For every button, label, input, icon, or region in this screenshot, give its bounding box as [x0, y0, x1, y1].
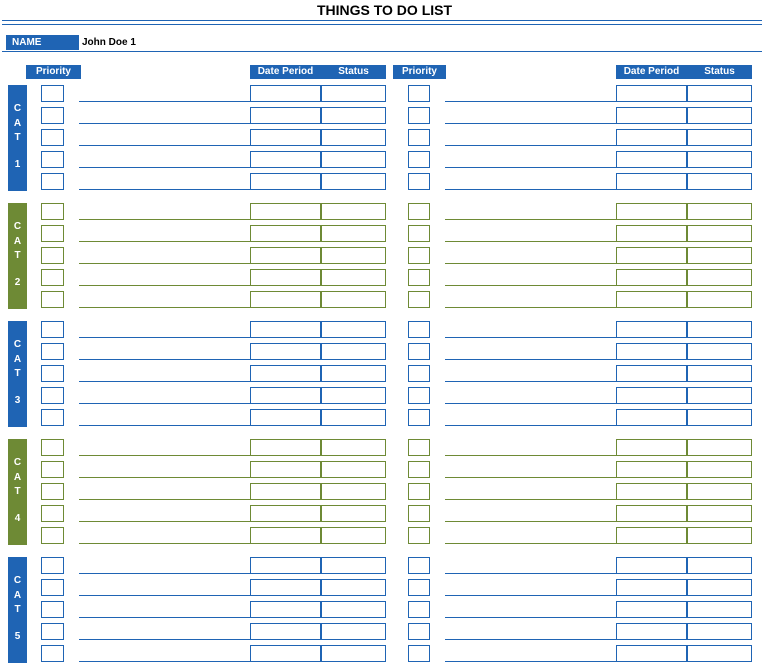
priority-checkbox[interactable]	[408, 225, 430, 242]
task-input-line[interactable]	[445, 263, 616, 264]
task-input-line[interactable]	[445, 189, 616, 190]
date-period-cell[interactable]	[250, 321, 321, 338]
header-priority-right: Priority	[393, 65, 446, 79]
header-date-period-left: Date Period	[250, 65, 321, 79]
status-cell[interactable]	[321, 387, 386, 404]
task-input-line[interactable]	[445, 661, 616, 662]
priority-checkbox[interactable]	[41, 483, 64, 500]
priority-checkbox[interactable]	[41, 365, 64, 382]
priority-checkbox[interactable]	[41, 557, 64, 574]
status-cell[interactable]	[687, 85, 752, 102]
category-letter: A	[13, 236, 22, 247]
status-cell[interactable]	[687, 173, 752, 190]
category-bar-5	[8, 557, 27, 663]
category-letter: T	[14, 132, 21, 143]
date-period-cell[interactable]	[250, 129, 321, 146]
priority-checkbox[interactable]	[41, 225, 64, 242]
status-cell[interactable]	[687, 527, 752, 544]
title-rule-bottom	[2, 24, 762, 25]
task-input-line[interactable]	[445, 359, 616, 360]
task-input-line[interactable]	[79, 499, 250, 500]
task-input-line[interactable]	[445, 145, 616, 146]
status-cell[interactable]	[321, 203, 386, 220]
date-period-cell[interactable]	[616, 107, 687, 124]
date-period-cell[interactable]	[250, 557, 321, 574]
priority-checkbox[interactable]	[41, 645, 64, 662]
priority-checkbox[interactable]	[41, 623, 64, 640]
category-bar-4	[8, 439, 27, 545]
date-period-cell[interactable]	[250, 461, 321, 478]
header-priority-left: Priority	[26, 65, 81, 79]
status-cell[interactable]	[687, 409, 752, 426]
priority-checkbox[interactable]	[408, 505, 430, 522]
task-input-line[interactable]	[79, 189, 250, 190]
date-period-cell[interactable]	[616, 645, 687, 662]
date-period-cell[interactable]	[250, 623, 321, 640]
status-cell[interactable]	[687, 321, 752, 338]
category-number: 4	[14, 513, 21, 524]
task-input-line[interactable]	[445, 219, 616, 220]
category-letter: A	[13, 354, 22, 365]
status-cell[interactable]	[321, 291, 386, 308]
category-letter: A	[13, 118, 22, 129]
status-cell[interactable]	[321, 579, 386, 596]
task-input-line[interactable]	[79, 145, 250, 146]
status-cell[interactable]	[687, 601, 752, 618]
status-cell[interactable]	[687, 129, 752, 146]
date-period-cell[interactable]	[616, 461, 687, 478]
status-cell[interactable]	[321, 173, 386, 190]
priority-checkbox[interactable]	[408, 601, 430, 618]
status-cell[interactable]	[321, 557, 386, 574]
priority-checkbox[interactable]	[41, 151, 64, 168]
status-cell[interactable]	[321, 365, 386, 382]
date-period-cell[interactable]	[250, 247, 321, 264]
priority-checkbox[interactable]	[408, 85, 430, 102]
status-cell[interactable]	[687, 343, 752, 360]
task-input-line[interactable]	[445, 123, 616, 124]
date-period-cell[interactable]	[616, 343, 687, 360]
date-period-cell[interactable]	[616, 321, 687, 338]
status-cell[interactable]	[687, 203, 752, 220]
category-letter: T	[14, 486, 21, 497]
task-input-line[interactable]	[79, 455, 250, 456]
category-letter: C	[13, 221, 22, 232]
name-rule	[2, 51, 762, 52]
date-period-cell[interactable]	[250, 365, 321, 382]
priority-checkbox[interactable]	[408, 343, 430, 360]
task-input-line[interactable]	[79, 543, 250, 544]
priority-checkbox[interactable]	[408, 483, 430, 500]
date-period-cell[interactable]	[616, 203, 687, 220]
status-cell[interactable]	[321, 483, 386, 500]
priority-checkbox[interactable]	[41, 505, 64, 522]
status-cell[interactable]	[321, 461, 386, 478]
task-input-line[interactable]	[79, 425, 250, 426]
priority-checkbox[interactable]	[41, 409, 64, 426]
task-input-line[interactable]	[445, 381, 616, 382]
priority-checkbox[interactable]	[408, 291, 430, 308]
priority-checkbox[interactable]	[41, 579, 64, 596]
priority-checkbox[interactable]	[41, 247, 64, 264]
status-cell[interactable]	[687, 483, 752, 500]
date-period-cell[interactable]	[250, 225, 321, 242]
task-input-line[interactable]	[445, 639, 616, 640]
status-cell[interactable]	[687, 645, 752, 662]
task-input-line[interactable]	[445, 101, 616, 102]
status-cell[interactable]	[687, 225, 752, 242]
date-period-cell[interactable]	[616, 151, 687, 168]
task-input-line[interactable]	[445, 241, 616, 242]
date-period-cell[interactable]	[616, 557, 687, 574]
status-cell[interactable]	[321, 321, 386, 338]
category-number: 5	[14, 631, 21, 642]
title-rule-top	[2, 20, 762, 21]
status-cell[interactable]	[687, 151, 752, 168]
date-period-cell[interactable]	[250, 173, 321, 190]
date-period-cell[interactable]	[250, 439, 321, 456]
priority-checkbox[interactable]	[41, 527, 64, 544]
date-period-cell[interactable]	[616, 387, 687, 404]
status-cell[interactable]	[687, 557, 752, 574]
date-period-cell[interactable]	[616, 623, 687, 640]
task-input-line[interactable]	[79, 403, 250, 404]
priority-checkbox[interactable]	[408, 321, 430, 338]
status-cell[interactable]	[687, 461, 752, 478]
priority-checkbox[interactable]	[408, 557, 430, 574]
priority-checkbox[interactable]	[408, 579, 430, 596]
status-cell[interactable]	[321, 527, 386, 544]
date-period-cell[interactable]	[616, 505, 687, 522]
category-letter: A	[13, 590, 22, 601]
task-input-line[interactable]	[79, 307, 250, 308]
date-period-cell[interactable]	[616, 527, 687, 544]
task-input-line[interactable]	[445, 425, 616, 426]
date-period-cell[interactable]	[616, 173, 687, 190]
priority-checkbox[interactable]	[408, 365, 430, 382]
priority-checkbox[interactable]	[408, 203, 430, 220]
header-status-left: Status	[321, 65, 386, 79]
task-input-line[interactable]	[445, 307, 616, 308]
priority-checkbox[interactable]	[408, 409, 430, 426]
date-period-cell[interactable]	[616, 409, 687, 426]
category-letter: T	[14, 604, 21, 615]
task-input-line[interactable]	[79, 285, 250, 286]
status-cell[interactable]	[687, 439, 752, 456]
page-title: THINGS TO DO LIST	[316, 2, 453, 18]
date-period-cell[interactable]	[250, 483, 321, 500]
status-cell[interactable]	[321, 623, 386, 640]
task-input-line[interactable]	[445, 403, 616, 404]
status-cell[interactable]	[321, 151, 386, 168]
category-number: 3	[14, 395, 21, 406]
task-input-line[interactable]	[79, 337, 250, 338]
date-period-cell[interactable]	[250, 387, 321, 404]
task-input-line[interactable]	[445, 167, 616, 168]
category-letter: C	[13, 103, 22, 114]
status-cell[interactable]	[321, 129, 386, 146]
status-cell[interactable]	[321, 439, 386, 456]
status-cell[interactable]	[321, 247, 386, 264]
date-period-cell[interactable]	[250, 151, 321, 168]
category-bar-1	[8, 85, 27, 191]
date-period-cell[interactable]	[250, 505, 321, 522]
priority-checkbox[interactable]	[41, 107, 64, 124]
date-period-cell[interactable]	[616, 483, 687, 500]
date-period-cell[interactable]	[616, 601, 687, 618]
status-cell[interactable]	[687, 365, 752, 382]
date-period-cell[interactable]	[250, 579, 321, 596]
status-cell[interactable]	[321, 409, 386, 426]
status-cell[interactable]	[687, 505, 752, 522]
category-bar-2	[8, 203, 27, 309]
priority-checkbox[interactable]	[41, 203, 64, 220]
priority-checkbox[interactable]	[408, 387, 430, 404]
task-input-line[interactable]	[79, 123, 250, 124]
priority-checkbox[interactable]	[41, 291, 64, 308]
status-cell[interactable]	[687, 247, 752, 264]
task-input-line[interactable]	[79, 639, 250, 640]
priority-checkbox[interactable]	[41, 129, 64, 146]
task-input-line[interactable]	[445, 595, 616, 596]
status-cell[interactable]	[321, 107, 386, 124]
date-period-cell[interactable]	[616, 129, 687, 146]
priority-checkbox[interactable]	[41, 461, 64, 478]
header-status-right: Status	[687, 65, 752, 79]
category-letter: T	[14, 368, 21, 379]
status-cell[interactable]	[687, 387, 752, 404]
category-letter: C	[13, 575, 22, 586]
status-cell[interactable]	[687, 291, 752, 308]
priority-checkbox[interactable]	[41, 173, 64, 190]
date-period-cell[interactable]	[250, 203, 321, 220]
category-letter: C	[13, 457, 22, 468]
date-period-cell[interactable]	[250, 269, 321, 286]
task-input-line[interactable]	[79, 219, 250, 220]
task-input-line[interactable]	[445, 521, 616, 522]
priority-checkbox[interactable]	[408, 645, 430, 662]
status-cell[interactable]	[321, 601, 386, 618]
priority-checkbox[interactable]	[41, 601, 64, 618]
priority-checkbox[interactable]	[408, 527, 430, 544]
priority-checkbox[interactable]	[408, 461, 430, 478]
task-input-line[interactable]	[445, 337, 616, 338]
priority-checkbox[interactable]	[41, 439, 64, 456]
category-letter: A	[13, 472, 22, 483]
task-input-line[interactable]	[445, 477, 616, 478]
date-period-cell[interactable]	[250, 107, 321, 124]
status-cell[interactable]	[321, 225, 386, 242]
priority-checkbox[interactable]	[41, 387, 64, 404]
task-input-line[interactable]	[79, 263, 250, 264]
priority-checkbox[interactable]	[41, 343, 64, 360]
name-field[interactable]: John Doe 1	[82, 37, 136, 48]
task-input-line[interactable]	[445, 285, 616, 286]
priority-checkbox[interactable]	[41, 269, 64, 286]
task-input-line[interactable]	[445, 499, 616, 500]
priority-checkbox[interactable]	[408, 151, 430, 168]
date-period-cell[interactable]	[616, 247, 687, 264]
date-period-cell[interactable]	[250, 291, 321, 308]
category-number: 2	[14, 277, 21, 288]
date-period-cell[interactable]	[616, 579, 687, 596]
task-input-line[interactable]	[79, 167, 250, 168]
priority-checkbox[interactable]	[41, 85, 64, 102]
category-letter: T	[14, 250, 21, 261]
priority-checkbox[interactable]	[408, 173, 430, 190]
date-period-cell[interactable]	[250, 645, 321, 662]
task-input-line[interactable]	[79, 241, 250, 242]
task-input-line[interactable]	[79, 617, 250, 618]
status-cell[interactable]	[687, 107, 752, 124]
date-period-cell[interactable]	[250, 409, 321, 426]
priority-checkbox[interactable]	[408, 129, 430, 146]
category-bar-3	[8, 321, 27, 427]
status-cell[interactable]	[687, 269, 752, 286]
task-input-line[interactable]	[445, 617, 616, 618]
task-input-line[interactable]	[79, 359, 250, 360]
category-number: 1	[14, 159, 21, 170]
date-period-cell[interactable]	[616, 269, 687, 286]
task-input-line[interactable]	[79, 573, 250, 574]
priority-checkbox[interactable]	[408, 107, 430, 124]
date-period-cell[interactable]	[616, 439, 687, 456]
priority-checkbox[interactable]	[408, 439, 430, 456]
task-input-line[interactable]	[445, 455, 616, 456]
status-cell[interactable]	[687, 623, 752, 640]
task-input-line[interactable]	[445, 573, 616, 574]
task-input-line[interactable]	[79, 661, 250, 662]
status-cell[interactable]	[687, 579, 752, 596]
status-cell[interactable]	[321, 343, 386, 360]
date-period-cell[interactable]	[250, 85, 321, 102]
task-input-line[interactable]	[79, 101, 250, 102]
date-period-cell[interactable]	[616, 365, 687, 382]
date-period-cell[interactable]	[616, 225, 687, 242]
task-input-line[interactable]	[79, 521, 250, 522]
date-period-cell[interactable]	[616, 291, 687, 308]
name-label: NAME	[6, 35, 79, 50]
task-input-line[interactable]	[79, 477, 250, 478]
status-cell[interactable]	[321, 645, 386, 662]
priority-checkbox[interactable]	[408, 247, 430, 264]
priority-checkbox[interactable]	[41, 321, 64, 338]
priority-checkbox[interactable]	[408, 269, 430, 286]
date-period-cell[interactable]	[250, 343, 321, 360]
status-cell[interactable]	[321, 269, 386, 286]
task-input-line[interactable]	[79, 381, 250, 382]
priority-checkbox[interactable]	[408, 623, 430, 640]
task-input-line[interactable]	[445, 543, 616, 544]
date-period-cell[interactable]	[250, 527, 321, 544]
date-period-cell[interactable]	[250, 601, 321, 618]
header-date-period-right: Date Period	[616, 65, 687, 79]
status-cell[interactable]	[321, 85, 386, 102]
task-input-line[interactable]	[79, 595, 250, 596]
date-period-cell[interactable]	[616, 85, 687, 102]
status-cell[interactable]	[321, 505, 386, 522]
category-letter: C	[13, 339, 22, 350]
